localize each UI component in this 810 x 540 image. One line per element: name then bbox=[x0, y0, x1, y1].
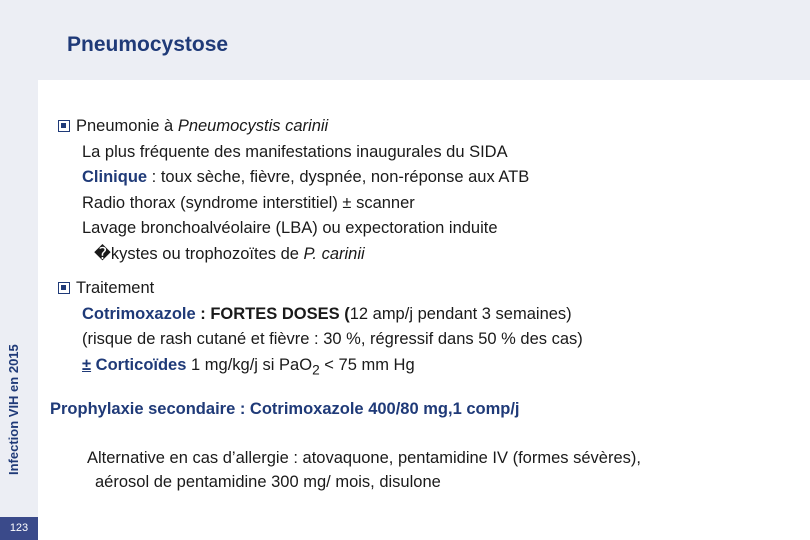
pneumonie-line-3: Radio thorax (syndrome interstitiel) ± scanner bbox=[82, 193, 415, 212]
checkbox-bullet-icon bbox=[58, 120, 70, 132]
traitement-line-2: (risque de rash cutané et fièvre : 30 %, régressif dans 50 % des cas) bbox=[82, 330, 583, 348]
section-traitement bbox=[58, 276, 583, 382]
drug-corticoides: Corticoïdes bbox=[91, 355, 187, 374]
fortes-doses: : FORTES DOSES ( bbox=[195, 304, 350, 323]
cortico-dose: 1 mg/kg/j si PaO bbox=[186, 355, 313, 374]
pneumonie-line-2 bbox=[58, 165, 529, 191]
alternative-line-2: aérosol de pentamidine 300 mg/ mois, disulone bbox=[95, 473, 441, 491]
clinique-label: Clinique bbox=[82, 168, 148, 186]
heading-italic: Pneumocystis carinii bbox=[177, 117, 329, 135]
traitement-heading: Traitement bbox=[76, 279, 155, 297]
pneumonie-line-4: Lavage bronchoalvéolaire (LBA) ou expectoration induite bbox=[82, 219, 498, 237]
prophylaxie-label: Prophylaxie secondaire : bbox=[50, 400, 250, 418]
traitement-line-1 bbox=[58, 302, 583, 328]
section-traitement-heading bbox=[58, 276, 583, 302]
page-number: 123 bbox=[0, 517, 38, 540]
section-pneumonie bbox=[58, 114, 529, 267]
pao2-subscript: 2 bbox=[312, 361, 320, 377]
line5-prefix: �kystes ou trophozoïtes de bbox=[94, 244, 304, 263]
alternative-block bbox=[87, 446, 641, 494]
cortico-threshold: < 75 mm Hg bbox=[319, 355, 415, 374]
prophylaxie-value: Cotrimoxazole 400/80 mg,1 comp/j bbox=[249, 400, 520, 418]
side-vertical-label: Infection VIH en 2015 bbox=[6, 344, 21, 475]
pneumonie-line-1: La plus fréquente des manifestations inaugurales du SIDA bbox=[82, 142, 508, 161]
dose-text: 12 amp/j pendant 3 semaines) bbox=[349, 304, 572, 323]
slide-title: Pneumocystose bbox=[67, 33, 229, 56]
section-pneumonie-heading bbox=[58, 114, 529, 140]
clinique-text: : toux sèche, fièvre, dyspnée, non-réponse aux ATB bbox=[147, 168, 530, 186]
drug-cotrimoxazole: Cotrimoxazole bbox=[82, 304, 196, 323]
alternative-line-1: Alternative en cas d’allergie : atovaquone, pentamidine IV (formes sévères), bbox=[87, 449, 641, 467]
plus-minus-sign: ± bbox=[82, 355, 92, 374]
pneumonie-line-5 bbox=[58, 242, 529, 268]
prophylaxie-line bbox=[50, 397, 520, 423]
line5-italic: P. carinii bbox=[303, 244, 365, 263]
heading-prefix: Pneumonie à bbox=[76, 117, 178, 135]
traitement-line-3 bbox=[58, 353, 583, 383]
checkbox-bullet-icon bbox=[58, 282, 70, 294]
